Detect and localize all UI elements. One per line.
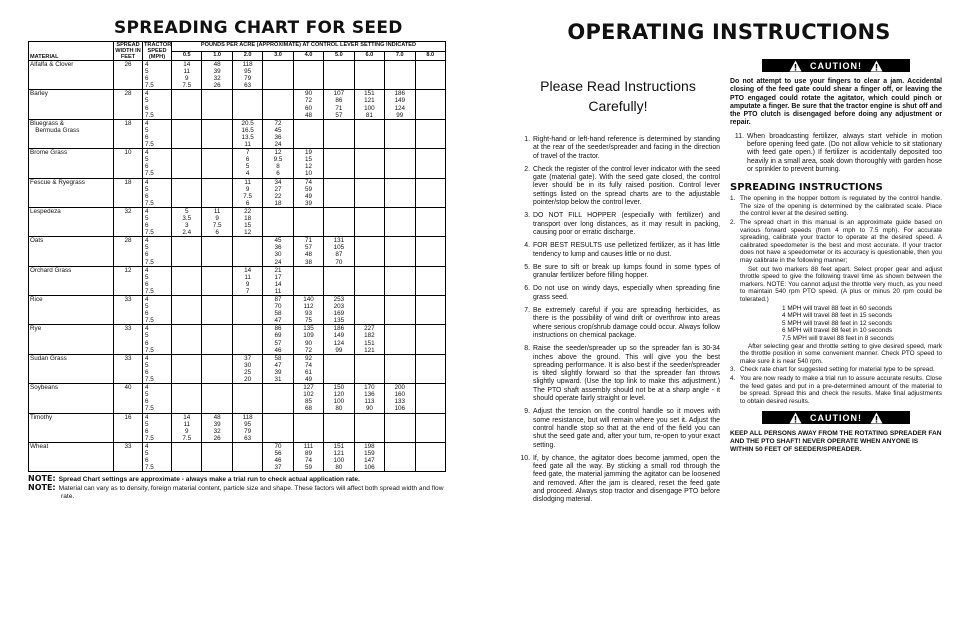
- notes: [28, 475, 446, 501]
- rate-cell: [415, 296, 446, 325]
- rate-cell: 14 11 9 7: [232, 266, 262, 295]
- rate-cell: [202, 178, 232, 207]
- rate-cell: [415, 442, 446, 471]
- rate-cell: [202, 354, 232, 383]
- rate-cell: 34 27 22 18: [263, 178, 293, 207]
- rate-cell: [324, 207, 354, 236]
- speed-cell: 4 5 6 7.5: [143, 354, 172, 383]
- speed-cell: 4 5 6 7.5: [143, 325, 172, 354]
- material-cell: Bluegrass & Bermuda Grass: [29, 119, 114, 148]
- list-item: 7. Be extremely careful if you are spreading herbicides, as there is the possibility of wind drift or overthrow into areas where serious crop/shrub damage could occur. Always follow instructions on chemical package.: [524, 307, 720, 339]
- rate-cell: [202, 296, 232, 325]
- rate-cell: [415, 325, 446, 354]
- rate-cell: [232, 296, 262, 325]
- width-cell: 32: [114, 207, 143, 236]
- rate-cell: [232, 237, 262, 266]
- rate-cell: 72 45 36 24: [263, 119, 293, 148]
- table-row: [29, 325, 446, 354]
- rate-cell: 170 136 113 90: [354, 384, 384, 413]
- speed-header: TRACTOR SPEED (MPH): [144, 42, 172, 60]
- rate-cell: [354, 207, 384, 236]
- speed-cell: 4 5 6 7.5: [143, 178, 172, 207]
- rate-cell: [202, 266, 232, 295]
- rate-cell: 227 182 151 121: [354, 325, 384, 354]
- setting-header: 8.0: [415, 51, 446, 61]
- operating-instructions-section: [516, 20, 942, 510]
- material-cell: Wheat: [29, 442, 114, 471]
- width-cell: 10: [114, 149, 143, 178]
- setting-header: 0.5: [172, 51, 202, 61]
- rate-cell: 11 9 7.5 6: [232, 178, 262, 207]
- rate-cell: [232, 442, 262, 471]
- width-cell: 33: [114, 442, 143, 471]
- rate-cell: [385, 119, 415, 148]
- list-item: 3. DO NOT FILL HOPPER (especially with fertilizer) and transport over long distances, as it may result in packing, causing poor or erratic discharge.: [524, 212, 720, 236]
- rate-cell: [354, 237, 384, 266]
- rate-cell: [172, 354, 202, 383]
- rate-cell: [415, 384, 446, 413]
- table-row: [29, 119, 446, 148]
- rate-cell: [385, 266, 415, 295]
- rate-cell: [415, 354, 446, 383]
- rate-cell: 150 120 100 80: [324, 384, 354, 413]
- rate-cell: [202, 237, 232, 266]
- rate-cell: 37 30 25 20: [232, 354, 262, 383]
- rate-cell: 19 15 12 10: [293, 149, 323, 178]
- table-row: [29, 61, 446, 90]
- table-row: [29, 178, 446, 207]
- rate-cell: [385, 237, 415, 266]
- rate-cell: [232, 325, 262, 354]
- width-cell: 40: [114, 384, 143, 413]
- rate-cell: [415, 178, 446, 207]
- rate-cell: 90 72 60 48: [293, 90, 323, 119]
- table-row: [29, 90, 446, 119]
- list-item: 6. Do not use on windy days, especially when spreading fine grass seed.: [524, 285, 720, 301]
- rate-cell: [293, 413, 323, 442]
- rate-cell: [202, 442, 232, 471]
- rate-cell: 71 57 48 38: [293, 237, 323, 266]
- rate-cell: [172, 296, 202, 325]
- material-cell: Fescue & Ryegrass: [29, 178, 114, 207]
- warning-icon: [789, 412, 802, 424]
- rate-cell: [172, 384, 202, 413]
- speed-list: [730, 305, 942, 343]
- rate-cell: 48 39 32 26: [202, 413, 232, 442]
- rate-cell: [202, 149, 232, 178]
- speed-cell: 4 5 6 7.5: [143, 207, 172, 236]
- speed-cell: 4 5 6 7.5: [143, 149, 172, 178]
- rate-cell: [172, 149, 202, 178]
- rate-cell: 135 109 90 72: [293, 325, 323, 354]
- rate-cell: [415, 266, 446, 295]
- rate-cell: [324, 178, 354, 207]
- setting-header: 1.0: [202, 51, 232, 61]
- width-cell: 26: [114, 61, 143, 90]
- rate-cell: [415, 237, 446, 266]
- material-cell: Lespedeza: [29, 207, 114, 236]
- speed-cell: 4 5 6 7.5: [143, 119, 172, 148]
- chart-body: [29, 61, 446, 472]
- speed-cell: 4 5 6 7.5: [143, 442, 172, 471]
- rate-cell: [324, 413, 354, 442]
- rate-cell: [415, 119, 446, 148]
- table-row: [29, 442, 446, 471]
- speed-cell: 4 5 6 7.5: [143, 61, 172, 90]
- rate-cell: [385, 149, 415, 178]
- rate-cell: 11 9 7.5 6: [202, 207, 232, 236]
- material-cell: Rice: [29, 296, 114, 325]
- setting-header: 7.0: [385, 51, 415, 61]
- rate-cell: 131 105 87 70: [324, 237, 354, 266]
- rate-cell: 58 47 39 31: [263, 354, 293, 383]
- rate-cell: [385, 178, 415, 207]
- list-item: 1. Right-hand or left-hand reference is determined by standing at the rear of the seeder/spreader and facing in the direction of travel of the tractor.: [524, 136, 720, 160]
- rate-cell: [202, 119, 232, 148]
- rate-cell: [172, 90, 202, 119]
- rate-cell: [263, 61, 293, 90]
- rate-cell: [385, 354, 415, 383]
- setting-header: 5.0: [324, 51, 354, 61]
- setting-header: 3.0: [263, 51, 293, 61]
- rate-cell: [415, 90, 446, 119]
- rate-cell: 87 70 58 47: [263, 296, 293, 325]
- rate-cell: 111 89 74 59: [293, 442, 323, 471]
- rate-cell: 253 203 169 135: [324, 296, 354, 325]
- rate-cell: 127 102 85 68: [293, 384, 323, 413]
- width-cell: 12: [114, 266, 143, 295]
- speed-cell: 4 5 6 7.5: [143, 296, 172, 325]
- caution-banner: CAUTION!: [762, 59, 910, 72]
- rate-cell: [172, 119, 202, 148]
- material-header: MATERIAL: [29, 42, 114, 61]
- rate-cell: [202, 90, 232, 119]
- rate-cell: 48 39 32 26: [202, 61, 232, 90]
- rate-cell: [324, 354, 354, 383]
- table-row: [29, 296, 446, 325]
- list-item: 5. Be sure to sift or break up lumps found in some types of granular fertilizer before filling hopper.: [524, 263, 720, 280]
- material-cell: Brome Grass: [29, 149, 114, 178]
- note-1: NOTE: Spread Chart settings are approximate - always make a trial run to check actual application rate.: [28, 474, 360, 484]
- rate-cell: [293, 119, 323, 148]
- rate-cell: [172, 237, 202, 266]
- rate-cell: [172, 266, 202, 295]
- rate-cell: [324, 119, 354, 148]
- rate-cell: 92 74 61 49: [293, 354, 323, 383]
- table-row: [29, 207, 446, 236]
- rate-cell: [324, 61, 354, 90]
- speed-item: 6 MPH will travel 88 feet in 10 seconds: [782, 327, 893, 335]
- list-item: 8. Raise the seeder/spreader up so the spreader fan is 30-34 inches above the ground. This will give you the best spreading performance. It is also best if the seeder/spreader is tilted slightly forward so that the spreader fan throws slightly upward. (Use the top link to make this adjustment.) The PTO shaft assembly should not be at a sharp angle - it should operate fairly straight or level.: [524, 345, 720, 403]
- speed-item: 1 MPH will travel 88 feet in 60 seconds: [782, 304, 893, 312]
- rate-cell: 74 59 49 39: [293, 178, 323, 207]
- width-cell: 28: [114, 90, 143, 119]
- spreading-steps: 1. The opening in the hopper bottom is regulated by the control handle. The size of the opening is determined by the calibrated scale. Place the control lever at the desired setting. 2. The spread chart in this manual is an approximate guide based on various forward speeds (from 4 mph to 7.5 mph). For accurate spreading, calibrate your tractor to operate at the desired speed. A calibrated speedometer is the best and most accurate. If your tractor does not have a speedometer or its accuracy is questionable, then you may calibrate in the following manner; Set out two markers 88 feet apart. Select proper gear and adjust throttle speed to give the following travel time as shown between the markers. NOTE: You cannot adjust the throttle very much, as you need to maintain 540 rpm PTO speed. (A plus or minus 20 rpm could be tolerated.) 1 MPH will travel 88 feet in 60 seconds 4 MPH will travel 88 feet in 15 seconds 5 MPH will travel 88 feet in 12 seconds 6 MPH will travel 88 feet in 10 seconds 7.5 MPH will travel 88 feet in 8 seconds After selecting gear and throttle setting to give desired speed, mark the throttle position in some convenient manner. Check PTO speed to make sure it is near 540 rpm. 3. Check rate chart for suggested setting for material type to be spread. 4. You are now ready to make a trial run to assure accurate results. Close the feed gates and put in a pre-determined amount of the material to be spread. Spread this and check the results. Make final adjustments to obtain desired results.: [730, 195, 942, 405]
- speed-cell: 4 5 6 7.5: [143, 90, 172, 119]
- rate-cell: [324, 149, 354, 178]
- rate-cell: 186 149 124 99: [324, 325, 354, 354]
- chart-title: SPREADING CHART FOR SEED: [114, 18, 403, 38]
- rate-cell: [172, 325, 202, 354]
- speed-cell: 4 5 6 7.5: [143, 266, 172, 295]
- rate-cell: 45 36 30 24: [263, 237, 293, 266]
- caution-text: Do not attempt to use your fingers to clear a jam. Accidental closing of the feed gate could shear a finger off, or leaving the PTO engaged could rotate the agitator, which could pinch or amputate a finger. Be sure that the tractor engine is shut off and the PTO clutch is disengaged before doing any adjustment or repair.: [730, 78, 942, 127]
- rate-cell: [202, 325, 232, 354]
- material-cell: Soybeans: [29, 384, 114, 413]
- rate-cell: 107 86 71 57: [324, 90, 354, 119]
- width-cell: 33: [114, 296, 143, 325]
- rate-cell: 21 17 14 11: [263, 266, 293, 295]
- width-cell: 33: [114, 354, 143, 383]
- material-cell: Alfalfa & Clover: [29, 61, 114, 90]
- rate-cell: [293, 61, 323, 90]
- warning-icon: [789, 60, 802, 72]
- setting-header: 4.0: [293, 51, 323, 61]
- table-row: [29, 149, 446, 178]
- note-2: NOTE: Material can vary as to density, foreign material content, particle size and shape. These factors will affect both spread width and flow rate.: [28, 483, 444, 501]
- rate-cell: [415, 149, 446, 178]
- final-caution-text: KEEP ALL PERSONS AWAY FROM THE ROTATING SPREADER FAN AND THE PTO SHAFT! NEVER OPERATE WHEN ANYONE IS WITHIN 50 FEET OF SEEDER/SPREADER.: [730, 430, 942, 454]
- right-column: [730, 58, 942, 510]
- material-cell: Timothy: [29, 413, 114, 442]
- rate-cell: [354, 266, 384, 295]
- rate-cell: [385, 296, 415, 325]
- rate-cell: [172, 178, 202, 207]
- rate-cell: [263, 207, 293, 236]
- material-cell: Barley: [29, 90, 114, 119]
- spreading-chart-table: [28, 41, 446, 472]
- list-item: 2. Check the register of the control lever indicator with the seed gate (material gate). With the seed gate closed, the control lever should be in its fully raised position. Control lever settings listed on the spread charts are to the adjustable pointer/stop below the control lever.: [524, 165, 720, 207]
- step-11: 11. When broadcasting fertilizer, always start vehicle in motion before opening feed gate. (Do not allow vehicle to sit stationary with feed gate open.) If fertilizer is accidentally deposited too heavily in a small area, soak down thoroughly with garden hose or sprinkler to prevent burning.: [734, 132, 942, 173]
- rate-cell: [324, 266, 354, 295]
- rate-cell: 14 11 9 7.5: [172, 413, 202, 442]
- width-cell: 18: [114, 178, 143, 207]
- rate-cell: [232, 384, 262, 413]
- rate-cell: [354, 149, 384, 178]
- rate-cell: [354, 119, 384, 148]
- table-row: [29, 384, 446, 413]
- operating-steps: [516, 136, 720, 505]
- operating-title: OPERATING INSTRUCTIONS: [567, 20, 891, 44]
- rate-cell: [202, 384, 232, 413]
- width-cell: 28: [114, 237, 143, 266]
- please-read-heading: Please Read Instructions Carefully!: [540, 78, 696, 114]
- rate-cell: 200 160 133 106: [385, 384, 415, 413]
- rate-cell: [293, 207, 323, 236]
- warning-icon: [870, 60, 883, 72]
- material-cell: Oats: [29, 237, 114, 266]
- rate-cell: [385, 325, 415, 354]
- rate-cell: [385, 442, 415, 471]
- list-item: 9. Adjust the tension on the control handle so it moves with some resistance, but will remain where you set it. Adjust the control handle stop so that at the end of the field you can shut the seed gate and, after your turn, re-open to your exact setting.: [524, 408, 720, 449]
- rate-cell: [232, 90, 262, 119]
- warning-icon: [870, 412, 883, 424]
- rate-cell: 7 6 5 4: [232, 149, 262, 178]
- rate-cell: 12 9.5 8 6: [263, 149, 293, 178]
- rate-cell: [385, 61, 415, 90]
- material-cell: Rye: [29, 325, 114, 354]
- rate-cell: [385, 207, 415, 236]
- speed-item: 7.5 MPH will travel 88 feet in 8 seconds: [782, 334, 894, 342]
- width-cell: 16: [114, 413, 143, 442]
- pounds-header: POUNDS PER ACRE (APPROXIMATE) AT CONTROL LEVER SETTING INDICATED: [172, 42, 446, 52]
- material-cell: Sudan Grass: [29, 354, 114, 383]
- speed-cell: 4 5 6 7.5: [143, 413, 172, 442]
- rate-cell: [354, 61, 384, 90]
- rate-cell: 118 95 79 63: [232, 61, 262, 90]
- caution-banner-2: CAUTION!: [762, 411, 910, 424]
- width-cell: 18: [114, 119, 143, 148]
- speed-cell: 4 5 6 7.5: [143, 237, 172, 266]
- list-item: 10. If, by chance, the agitator does become jammed, open the feed gate all the way. By sticking a small rod through the feed gate, the material jamming the agitator can be loosened and removed. After the jam is cleared, reset the feed gate and proceed. Always stop tractor and disengage PTO before dislodging material.: [520, 454, 720, 504]
- width-header: SPREAD WIDTH IN FEET: [115, 42, 141, 60]
- rate-cell: [263, 413, 293, 442]
- rate-cell: [415, 413, 446, 442]
- rate-cell: [354, 296, 384, 325]
- table-row: [29, 354, 446, 383]
- left-column: [516, 58, 720, 510]
- rate-cell: 118 95 79 63: [232, 413, 262, 442]
- rate-cell: 86 69 57 46: [263, 325, 293, 354]
- list-item: 4. FOR BEST RESULTS use pelletized fertilizer, as it has little tendency to lump and causes little or no dust.: [524, 242, 720, 258]
- setting-header: 2.0: [232, 51, 262, 61]
- material-cell: Orchard Grass: [29, 266, 114, 295]
- rate-cell: 151 121 100 80: [324, 442, 354, 471]
- rate-cell: 186 149 124 99: [385, 90, 415, 119]
- table-row: [29, 266, 446, 295]
- rate-cell: 14 11 9 7.5: [172, 61, 202, 90]
- table-row: [29, 237, 446, 266]
- rate-cell: [263, 384, 293, 413]
- rate-cell: [263, 90, 293, 119]
- rate-cell: [354, 354, 384, 383]
- speed-cell: 4 5 6 7.5: [143, 384, 172, 413]
- rate-cell: 20.5 16.5 13.5 11: [232, 119, 262, 148]
- rate-cell: [385, 413, 415, 442]
- table-row: [29, 413, 446, 442]
- rate-cell: 70 56 46 37: [263, 442, 293, 471]
- rate-cell: 198 159 147 106: [354, 442, 384, 471]
- rate-cell: [354, 413, 384, 442]
- spreading-chart-section: [28, 18, 446, 501]
- speed-item: 5 MPH will travel 88 feet in 12 seconds: [782, 319, 893, 327]
- rate-cell: 140 112 93 75: [293, 296, 323, 325]
- rate-cell: [415, 61, 446, 90]
- rate-cell: [415, 207, 446, 236]
- rate-cell: 22 18 15 12: [232, 207, 262, 236]
- rate-cell: 5 3.5 3 2.4: [172, 207, 202, 236]
- speed-item: 4 MPH will travel 88 feet in 15 seconds: [782, 312, 893, 320]
- width-cell: 33: [114, 325, 143, 354]
- spreading-instructions-title: SPREADING INSTRUCTIONS: [730, 182, 883, 194]
- rate-cell: [354, 178, 384, 207]
- rate-cell: 151 121 100 81: [354, 90, 384, 119]
- setting-header: 6.0: [354, 51, 384, 61]
- rate-cell: [293, 266, 323, 295]
- rate-cell: [172, 442, 202, 471]
